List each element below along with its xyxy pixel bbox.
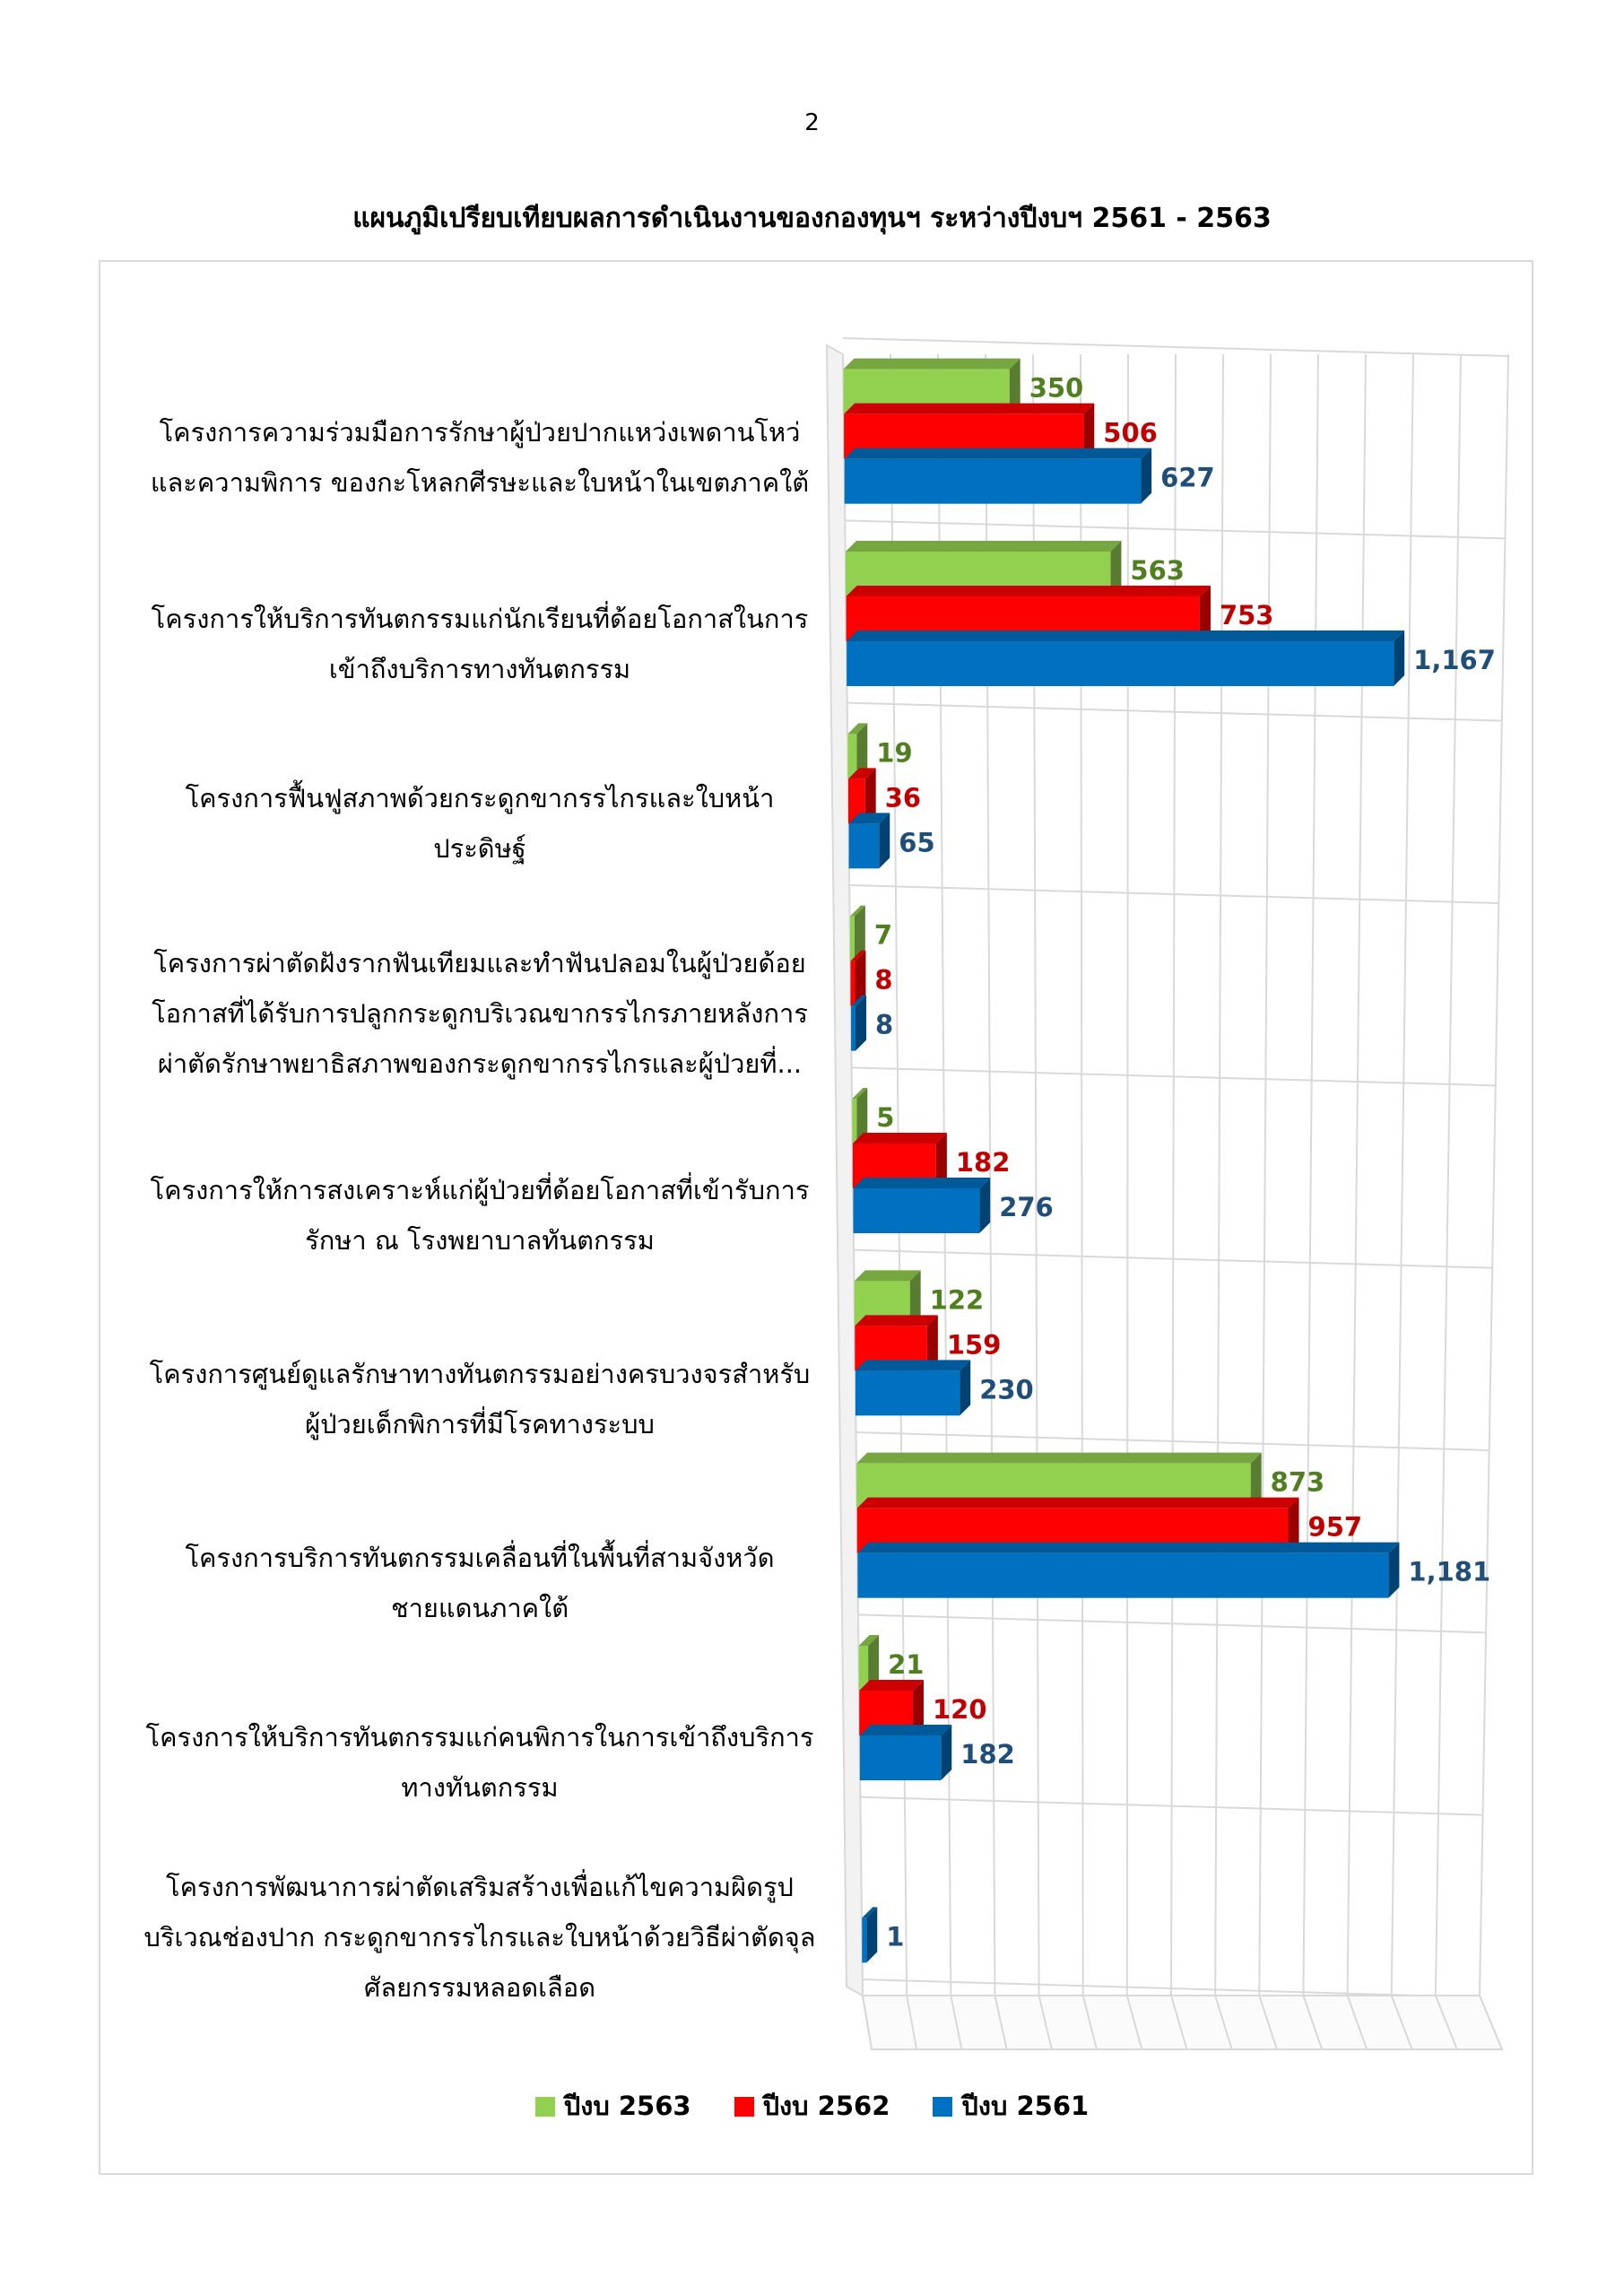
data-label: 8	[874, 964, 893, 996]
bar-top	[853, 1178, 990, 1188]
data-label: 753	[1219, 600, 1274, 631]
data-label: 159	[946, 1329, 1002, 1361]
data-label: 873	[1270, 1466, 1325, 1498]
data-label: 122	[929, 1284, 985, 1316]
category-label-line: โครงการฟื้นฟูสภาพด้วยกระดูกขากรรไกรและใบหน้า	[185, 783, 775, 813]
bar-top	[844, 359, 1020, 370]
bar-top	[860, 1725, 951, 1735]
category-label-line: รักษา ณ โรงพยาบาลทันตกรรม	[305, 1225, 655, 1256]
legend-swatch	[535, 2097, 555, 2117]
data-label: 36	[884, 782, 922, 813]
chart-title: แผนภูมิเปรียบเทียบผลการดำเนินงานของกองทุนฯ ระหว่างปีงบฯ 2561 - 2563	[352, 203, 1272, 234]
category-label	[130, 773, 829, 874]
bar-top	[844, 404, 1094, 414]
category-label-line: โอกาสที่ได้รับการปลูกกระดูกบริเวณขากรรไกรภายหลังการ	[152, 998, 808, 1029]
data-label: 182	[955, 1147, 1011, 1178]
bar-top	[855, 1360, 970, 1370]
bar	[849, 823, 880, 868]
data-label: 8	[875, 1009, 894, 1040]
gridline-vertical	[1480, 354, 1508, 1996]
bar	[855, 1370, 960, 1415]
bar	[860, 1735, 941, 1780]
legend-label: ปีงบ 2562	[762, 2091, 890, 2121]
category-label-line: โครงการศูนย์ดูแลรักษาทางทันตกรรมอย่างครบวงจรสำหรับ	[149, 1359, 811, 1389]
data-label: 7	[873, 919, 893, 951]
category-label-line: ผู้ป่วยเด็กพิการที่มีโรคทางระบบ	[305, 1409, 655, 1439]
data-label: 957	[1307, 1511, 1363, 1543]
category-label-line: โครงการผ่าตัดฝังรากฟันเทียมและทำฟันปลอมในผู้ป่วยด้อย	[153, 948, 806, 978]
bar-top	[847, 586, 1211, 596]
bar	[853, 1188, 979, 1233]
data-label: 350	[1029, 372, 1084, 404]
data-label: 182	[960, 1739, 1015, 1770]
data-label: 1,181	[1408, 1556, 1491, 1587]
category-label-line: ประดิษฐ์	[433, 833, 526, 864]
category-label	[130, 1862, 829, 2013]
bar	[850, 961, 855, 1006]
data-label: 1	[886, 1921, 905, 1952]
bar	[847, 641, 1394, 686]
category-label	[130, 938, 829, 1089]
bar-top	[845, 448, 1151, 459]
category-label-line: โครงการพัฒนาการผ่าตัดเสริมสร้างเพื่อแก้ไขความผิดรูป	[166, 1872, 794, 1902]
bar	[851, 1006, 855, 1051]
legend-item	[734, 2085, 890, 2126]
bar-top	[859, 1680, 924, 1691]
legend-label: ปีงบ 2561	[961, 2091, 1090, 2121]
category-label	[130, 1533, 829, 1633]
bar	[850, 917, 855, 961]
legend-swatch	[734, 2097, 754, 2117]
bar-top	[857, 1498, 1299, 1509]
category-label-line: ทางทันตกรรม	[401, 1772, 559, 1803]
legend-swatch	[933, 2097, 952, 2117]
bar-top	[847, 631, 1404, 641]
gridline-vertical	[1303, 354, 1318, 1996]
data-label: 230	[979, 1374, 1034, 1405]
bar-top	[857, 1543, 1399, 1553]
data-label: 1,167	[1413, 645, 1496, 675]
gridline-horizontal	[843, 338, 1508, 356]
data-label: 563	[1130, 555, 1185, 586]
bar	[852, 1099, 856, 1144]
category-label	[130, 1349, 829, 1449]
bar-top	[856, 1453, 1261, 1464]
bar-top	[855, 1270, 921, 1281]
data-label: 276	[999, 1192, 1054, 1222]
category-label-line: และความพิการ ของกะโหลกศีรษะและใบหน้าในเขตภาคใต้	[150, 467, 810, 498]
data-label: 506	[1103, 417, 1158, 448]
category-label-line: ศัลยกรรมหลอดเลือด	[363, 1972, 596, 2003]
gridline-vertical	[1436, 354, 1461, 1996]
data-label: 21	[888, 1649, 925, 1680]
legend-label: ปีงบ 2563	[563, 2091, 691, 2121]
category-label	[130, 1165, 829, 1265]
category-label-line: เข้าถึงบริการทางทันตกรรม	[328, 654, 631, 684]
bar-top	[855, 1315, 938, 1326]
bar	[845, 459, 1141, 504]
chart-floor	[863, 1996, 1502, 2049]
bar-top	[846, 541, 1121, 552]
category-label	[130, 594, 829, 694]
category-label-line: โครงการความร่วมมือการรักษาผู้ป่วยปากแหว่งเพดานโหว่	[159, 417, 801, 448]
page-number: 2	[804, 109, 820, 136]
category-label-line: โครงการให้การสงเคราะห์แก่ผู้ป่วยที่ด้อยโอกาสที่เข้ารับการ	[150, 1175, 810, 1205]
legend-item	[933, 2085, 1089, 2126]
data-label: 120	[932, 1694, 987, 1725]
data-label: 19	[876, 737, 913, 769]
data-label: 5	[876, 1102, 895, 1133]
bar	[857, 1553, 1388, 1598]
bar-top	[853, 1133, 947, 1144]
gridline-vertical	[1392, 354, 1413, 1996]
data-label: 627	[1160, 462, 1215, 493]
bar	[862, 1918, 866, 1962]
data-label: 65	[899, 827, 935, 858]
category-label	[130, 1712, 829, 1813]
category-label	[130, 407, 829, 508]
category-label-line: ชายแดนภาคใต้	[390, 1593, 569, 1623]
chart-legend	[0, 2085, 1624, 2126]
category-label-line: ผ่าตัดรักษาพยาธิสภาพของกระดูกขากรรไกรและผู้ป่วยที่...	[157, 1048, 803, 1079]
category-label-line: โครงการให้บริการทันตกรรมแก่นักเรียนที่ด้อยโอกาสในการ	[151, 604, 809, 634]
category-label-line: โครงการให้บริการทันตกรรมแก่คนพิการในการเข้าถึงบริการ	[145, 1722, 814, 1752]
category-label-line: โครงการบริการทันตกรรมเคลื่อนที่ในพื้นที่สามจังหวัด	[185, 1543, 775, 1573]
category-label-line: บริเวณช่องปาก กระดูกขากรรไกรและใบหน้าด้วยวิธีผ่าตัดจุล	[143, 1922, 816, 1952]
gridline-vertical	[1348, 354, 1366, 1996]
legend-item	[535, 2085, 691, 2126]
